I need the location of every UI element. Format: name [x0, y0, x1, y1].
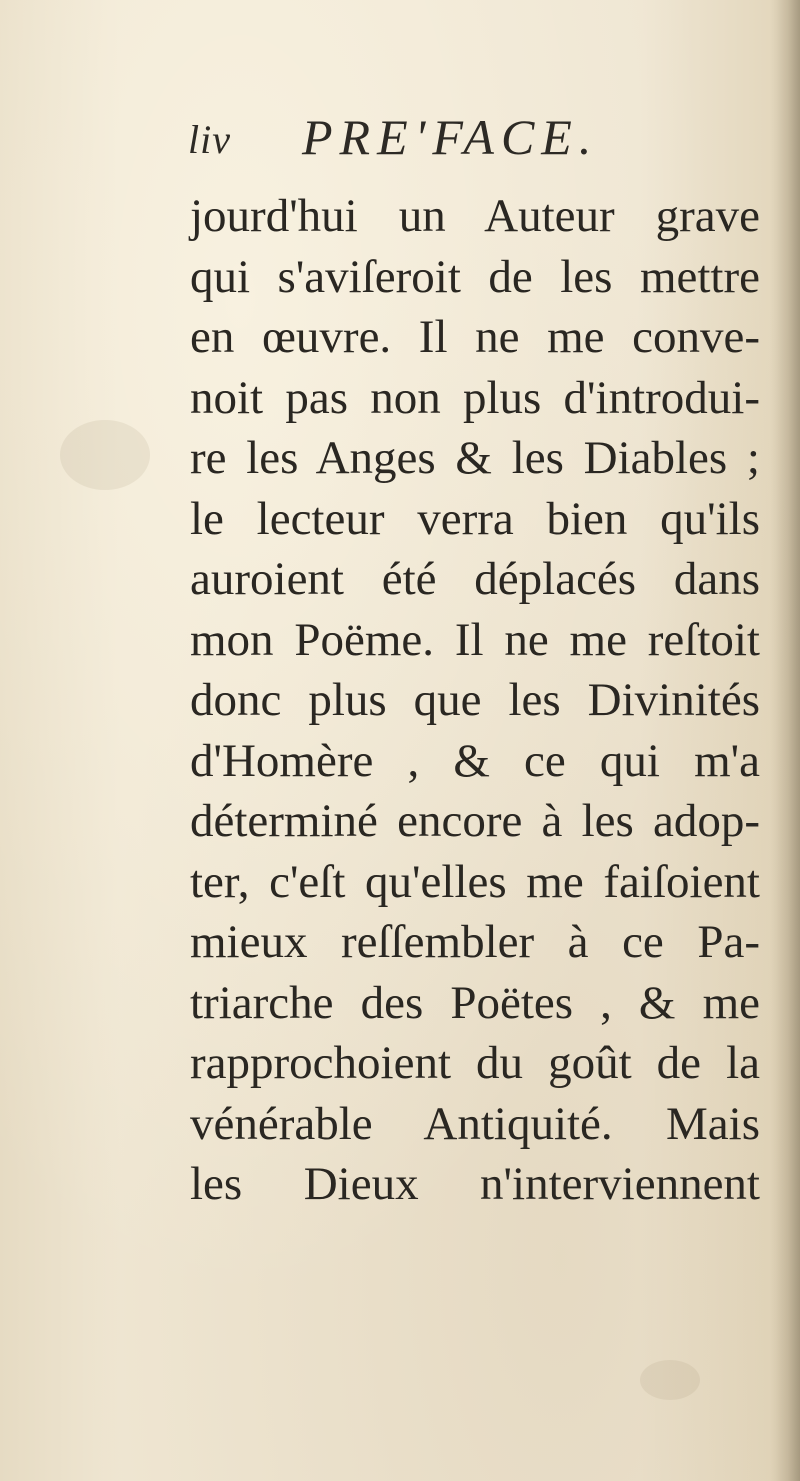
body-text	[190, 186, 760, 1215]
running-title: PRE'FACE.	[302, 109, 599, 165]
text-line: re les Anges & les Diables ;	[190, 432, 760, 484]
text-line: d'Homère , & ce qui m'a	[190, 734, 760, 787]
page-gutter-shadow	[770, 0, 800, 1481]
text-line: les Dieux n'interviennent	[190, 1158, 760, 1210]
text-line: en œuvre. Il ne me conve-	[190, 311, 760, 363]
text-line: noit pas non plus d'introdui-	[190, 371, 760, 424]
text-line: rapprochoient du goût de la	[190, 1037, 760, 1089]
paper-stain	[640, 1360, 700, 1400]
text-line: qui s'aviſeroit de les mettre	[190, 250, 760, 303]
text-line: jourd'hui un Auteur grave	[190, 190, 760, 242]
text-line: mon Poëme. Il ne me reſtoit	[190, 613, 760, 666]
text-line: mieux reſſembler à ce Pa-	[190, 916, 760, 968]
text-line: vénérable Antiquité. Mais	[190, 1097, 760, 1150]
text-line: déterminé encore à les adop-	[190, 795, 760, 847]
text-line: ter, c'eſt qu'elles me faiſoient	[190, 855, 760, 908]
paper-stain	[60, 420, 150, 490]
page-header	[188, 108, 758, 172]
text-line: auroient été déplacés dans	[190, 553, 760, 605]
text-line: le lecteur verra bien qu'ils	[190, 492, 760, 545]
text-line: triarche des Poëtes , & me	[190, 976, 760, 1029]
page-number: liv	[188, 117, 231, 162]
text-line: donc plus que les Divinités	[190, 674, 760, 726]
